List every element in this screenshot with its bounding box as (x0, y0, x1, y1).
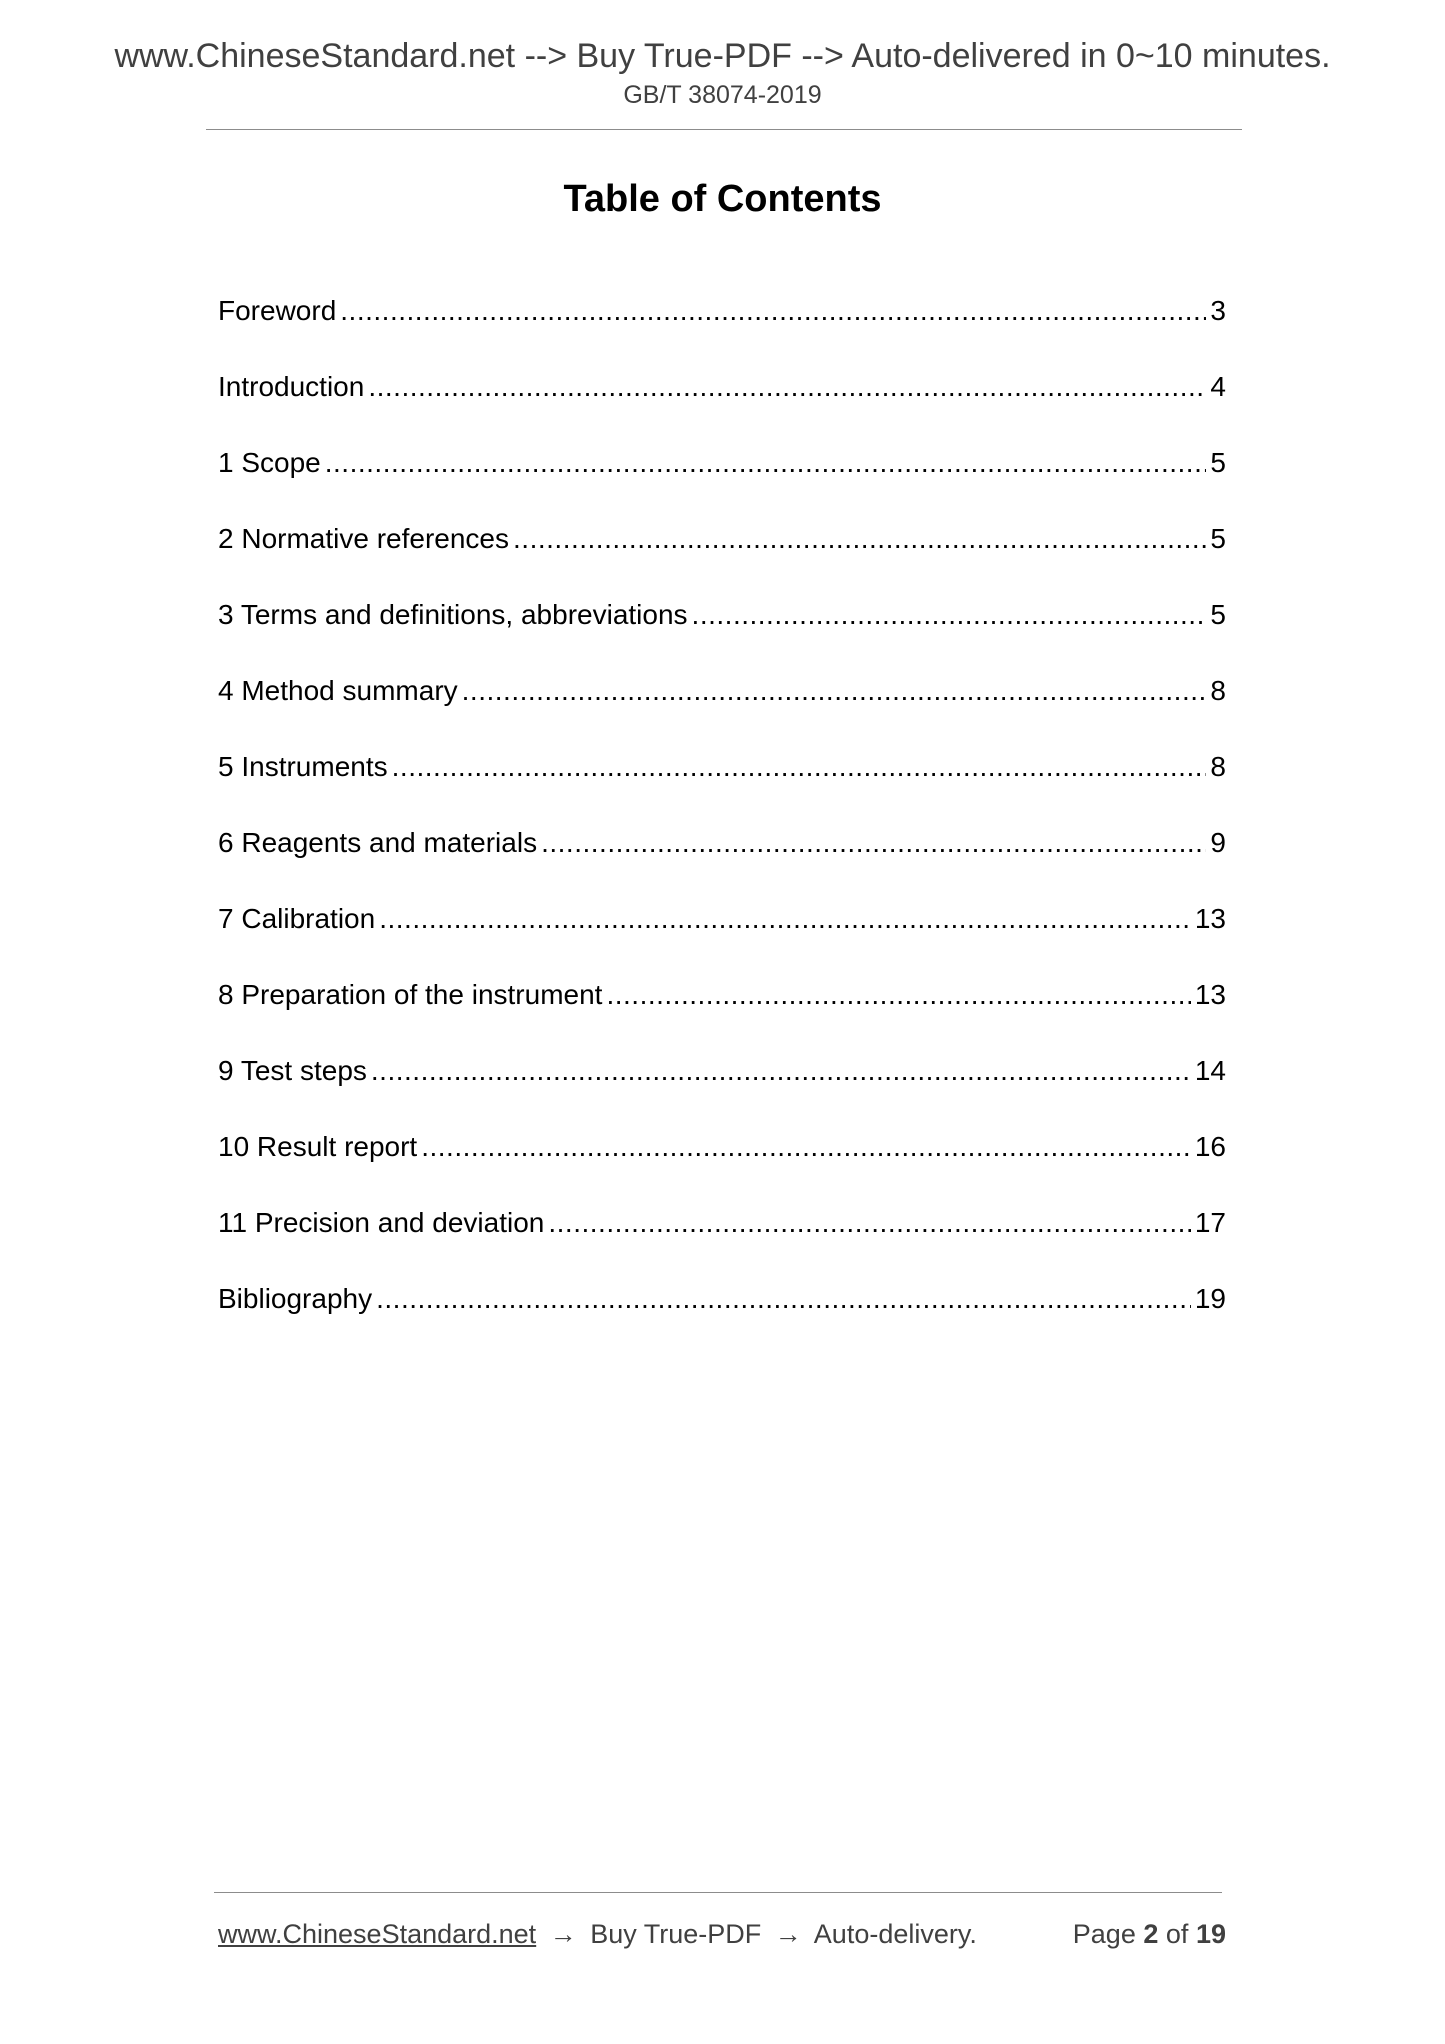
page-number (1073, 1914, 1226, 1954)
dot-leader (421, 1126, 1191, 1168)
toc-entry-precision-deviation[interactable] (218, 1202, 1226, 1278)
toc-entry-page: 17 (1194, 1207, 1226, 1238)
toc-entry-label: 9 Test steps (218, 1055, 367, 1086)
toc-entry-method-summary[interactable] (218, 670, 1226, 746)
toc-entry-calibration[interactable] (218, 898, 1226, 974)
toc-entry-page: 5 (1210, 523, 1226, 554)
toc-entry-page: 14 (1194, 1055, 1226, 1086)
toc-entry-label: 7 Calibration (218, 903, 376, 934)
dot-leader (376, 1278, 1191, 1320)
toc-entry-page: 13 (1194, 979, 1226, 1010)
toc-entry-label: 6 Reagents and materials (218, 827, 538, 858)
dot-leader (340, 290, 1206, 332)
page-label: Page (1072, 1919, 1136, 1949)
dot-leader (371, 1050, 1191, 1092)
current-page: 2 (1143, 1919, 1159, 1949)
footer-buy-text: Buy True-PDF (590, 1919, 762, 1949)
toc-entry-label: 2 Normative references (218, 523, 510, 554)
toc-entry-terms-definitions[interactable] (218, 594, 1226, 670)
toc-entry-label: 5 Instruments (218, 751, 388, 782)
toc-entry-introduction[interactable] (218, 366, 1226, 442)
toc-entry-page: 5 (1210, 447, 1226, 478)
toc-entry-label: 4 Method summary (218, 675, 458, 706)
standard-number: GB/T 38074-2019 (623, 81, 822, 109)
toc-entry-page: 19 (1194, 1283, 1226, 1314)
of-label: of (1165, 1919, 1189, 1949)
dot-leader (379, 898, 1191, 940)
footer-divider (214, 1892, 1222, 1893)
header-divider (206, 129, 1242, 130)
dot-leader (325, 442, 1207, 484)
toc-entry-page: 8 (1210, 675, 1226, 706)
toc-entry-reagents-materials[interactable] (218, 822, 1226, 898)
dot-leader (462, 670, 1207, 712)
toc-entry-page: 8 (1210, 751, 1226, 782)
total-pages: 19 (1195, 1919, 1226, 1949)
dot-leader (548, 1202, 1190, 1244)
toc-entry-instruments[interactable] (218, 746, 1226, 822)
footer-delivery-text: Auto-delivery. (813, 1919, 977, 1949)
toc-entry-page: 13 (1194, 903, 1226, 934)
dot-leader (541, 822, 1206, 864)
toc-entry-preparation-instrument[interactable] (218, 974, 1226, 1050)
toc-entry-label: 8 Preparation of the instrument (218, 979, 603, 1010)
dot-leader (368, 366, 1206, 408)
toc-entry-label: 1 Scope (218, 447, 321, 478)
toc-entry-label: 3 Terms and definitions, abbreviations (218, 599, 688, 630)
header-banner: www.ChineseStandard.net --> Buy True-PDF --> Auto-delivered in 0~10 minutes. (114, 37, 1331, 75)
toc-entry-result-report[interactable] (218, 1126, 1226, 1202)
toc-entry-page: 16 (1194, 1131, 1226, 1162)
page-title: Table of Contents (563, 178, 882, 220)
toc-entry-label: Introduction (218, 371, 365, 402)
toc-entry-page: 9 (1210, 827, 1226, 858)
toc-list (218, 290, 1226, 1354)
toc-entry-page: 4 (1210, 371, 1226, 402)
footer-promo (218, 1914, 977, 1954)
toc-entry-label: Bibliography (218, 1283, 373, 1314)
footer-site-link[interactable]: www.ChineseStandard.net (218, 1919, 537, 1949)
dot-leader (692, 594, 1207, 636)
dot-leader (513, 518, 1206, 560)
toc-entry-label: Foreword (218, 295, 337, 326)
dot-leader (606, 974, 1190, 1016)
page-footer (218, 1914, 1226, 1954)
toc-entry-label: 10 Result report (218, 1131, 418, 1162)
right-arrow-icon: → (774, 1919, 802, 1949)
toc-entry-page: 3 (1210, 295, 1226, 326)
right-arrow-icon: → (549, 1919, 577, 1949)
dot-leader (392, 746, 1207, 788)
toc-entry-foreword[interactable] (218, 290, 1226, 366)
toc-entry-normative-references[interactable] (218, 518, 1226, 594)
toc-entry-page: 5 (1210, 599, 1226, 630)
toc-entry-bibliography[interactable] (218, 1278, 1226, 1354)
toc-entry-scope[interactable] (218, 442, 1226, 518)
toc-entry-test-steps[interactable] (218, 1050, 1226, 1126)
toc-entry-label: 11 Precision and deviation (218, 1207, 545, 1238)
